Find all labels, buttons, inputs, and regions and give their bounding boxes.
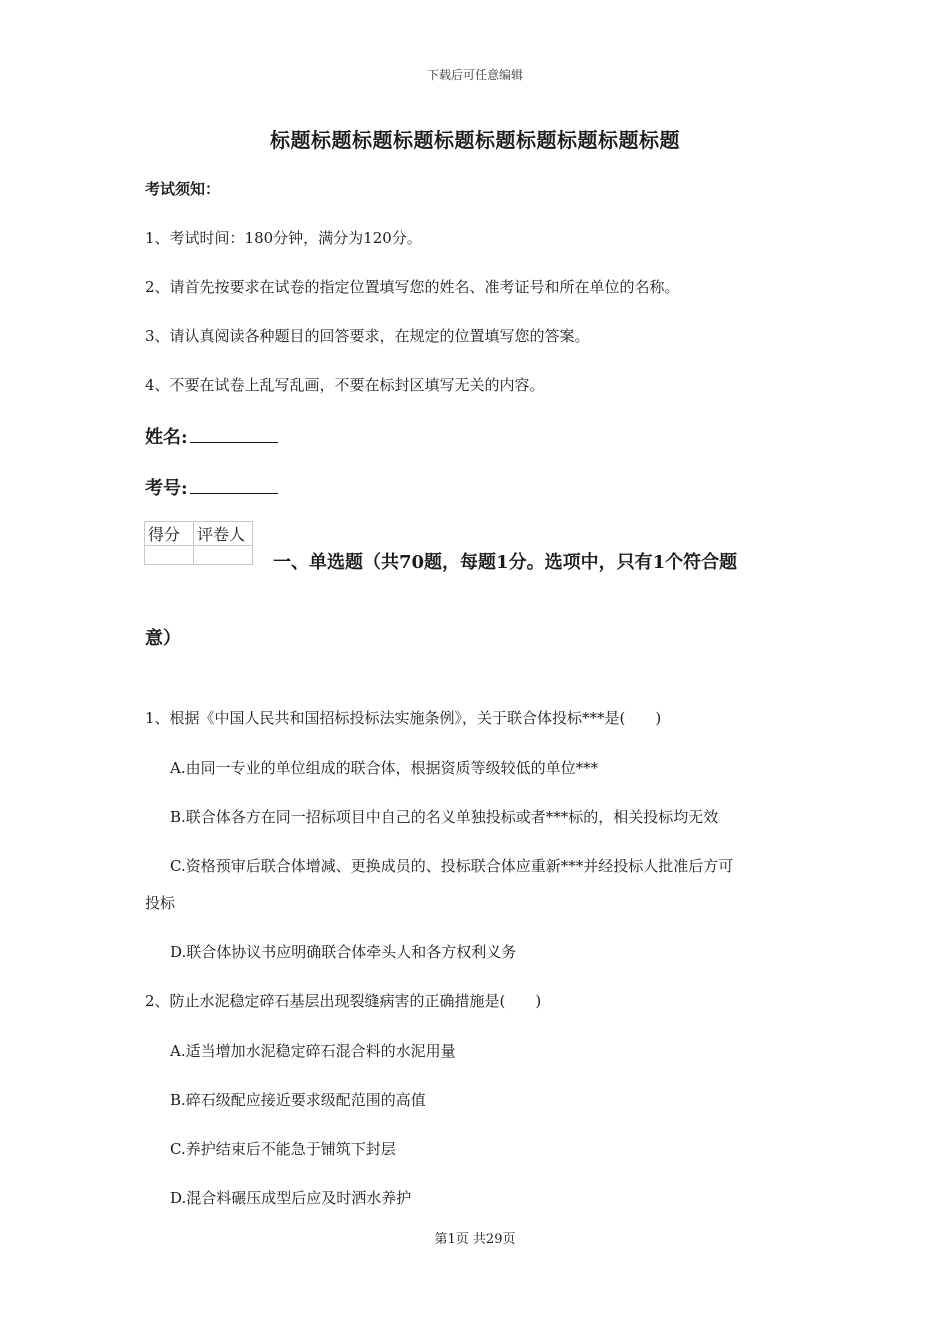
option-d: D.混合料碾压成型后应及时洒水养护	[170, 1189, 412, 1207]
option-b: B.联合体各方在同一招标项目中自己的名义单独投标或者***标的，相关投标均无效	[170, 808, 719, 826]
score-header: 得分	[145, 522, 194, 546]
notice-item: 3、请认真阅读各种题目的回答要求，在规定的位置填写您的答案。	[145, 327, 590, 345]
section-heading-tail: 意）	[145, 628, 181, 649]
notice-item: 4、不要在试卷上乱写乱画，不要在标封区填写无关的内容。	[145, 376, 545, 394]
id-blank-line[interactable]	[190, 477, 278, 494]
grader-cell[interactable]	[194, 546, 253, 565]
name-label: 姓名:	[145, 427, 188, 448]
notice-label: 考试须知：	[145, 180, 221, 198]
name-blank-line[interactable]	[190, 426, 278, 443]
name-field	[145, 423, 278, 449]
score-table	[144, 521, 253, 565]
option-a: A.适当增加水泥稳定碎石混合料的水泥用量	[170, 1042, 456, 1060]
option-b: B.碎石级配应接近要求级配范围的高值	[170, 1091, 426, 1109]
page-header: 下载后可任意编辑	[426, 68, 523, 82]
question-stem: 1、根据《中国人民共和国招标投标法实施条例》，关于联合体投标***是( )	[145, 709, 662, 727]
question-stem: 2、防止水泥稳定碎石基层出现裂缝病害的正确措施是( )	[145, 992, 542, 1010]
option-c: C.资格预审后联合体增减、更换成员的、投标联合体应重新***并经投标人批准后方可	[170, 857, 734, 875]
id-field	[145, 474, 278, 500]
option-c-continued: 投标	[145, 894, 176, 912]
page-footer: 第1页 共29页	[434, 1232, 516, 1247]
document-title: 标题标题标题标题标题标题标题标题标题标题	[270, 128, 680, 152]
section-heading: 一、单选题（共70题，每题1分。选项中，只有1个符合题	[273, 552, 738, 573]
score-cell[interactable]	[145, 546, 194, 565]
id-label: 考号:	[145, 478, 188, 499]
option-c: C.养护结束后不能急于铺筑下封层	[170, 1140, 396, 1158]
notice-item: 2、请首先按要求在试卷的指定位置填写您的姓名、准考证号和所在单位的名称。	[145, 278, 680, 296]
notice-item: 1、考试时间：180分钟，满分为120分。	[145, 229, 422, 247]
option-d: D.联合体协议书应明确联合体牵头人和各方权利义务	[170, 943, 517, 961]
option-a: A.由同一专业的单位组成的联合体，根据资质等级较低的单位***	[170, 759, 599, 777]
grader-header: 评卷人	[194, 522, 253, 546]
